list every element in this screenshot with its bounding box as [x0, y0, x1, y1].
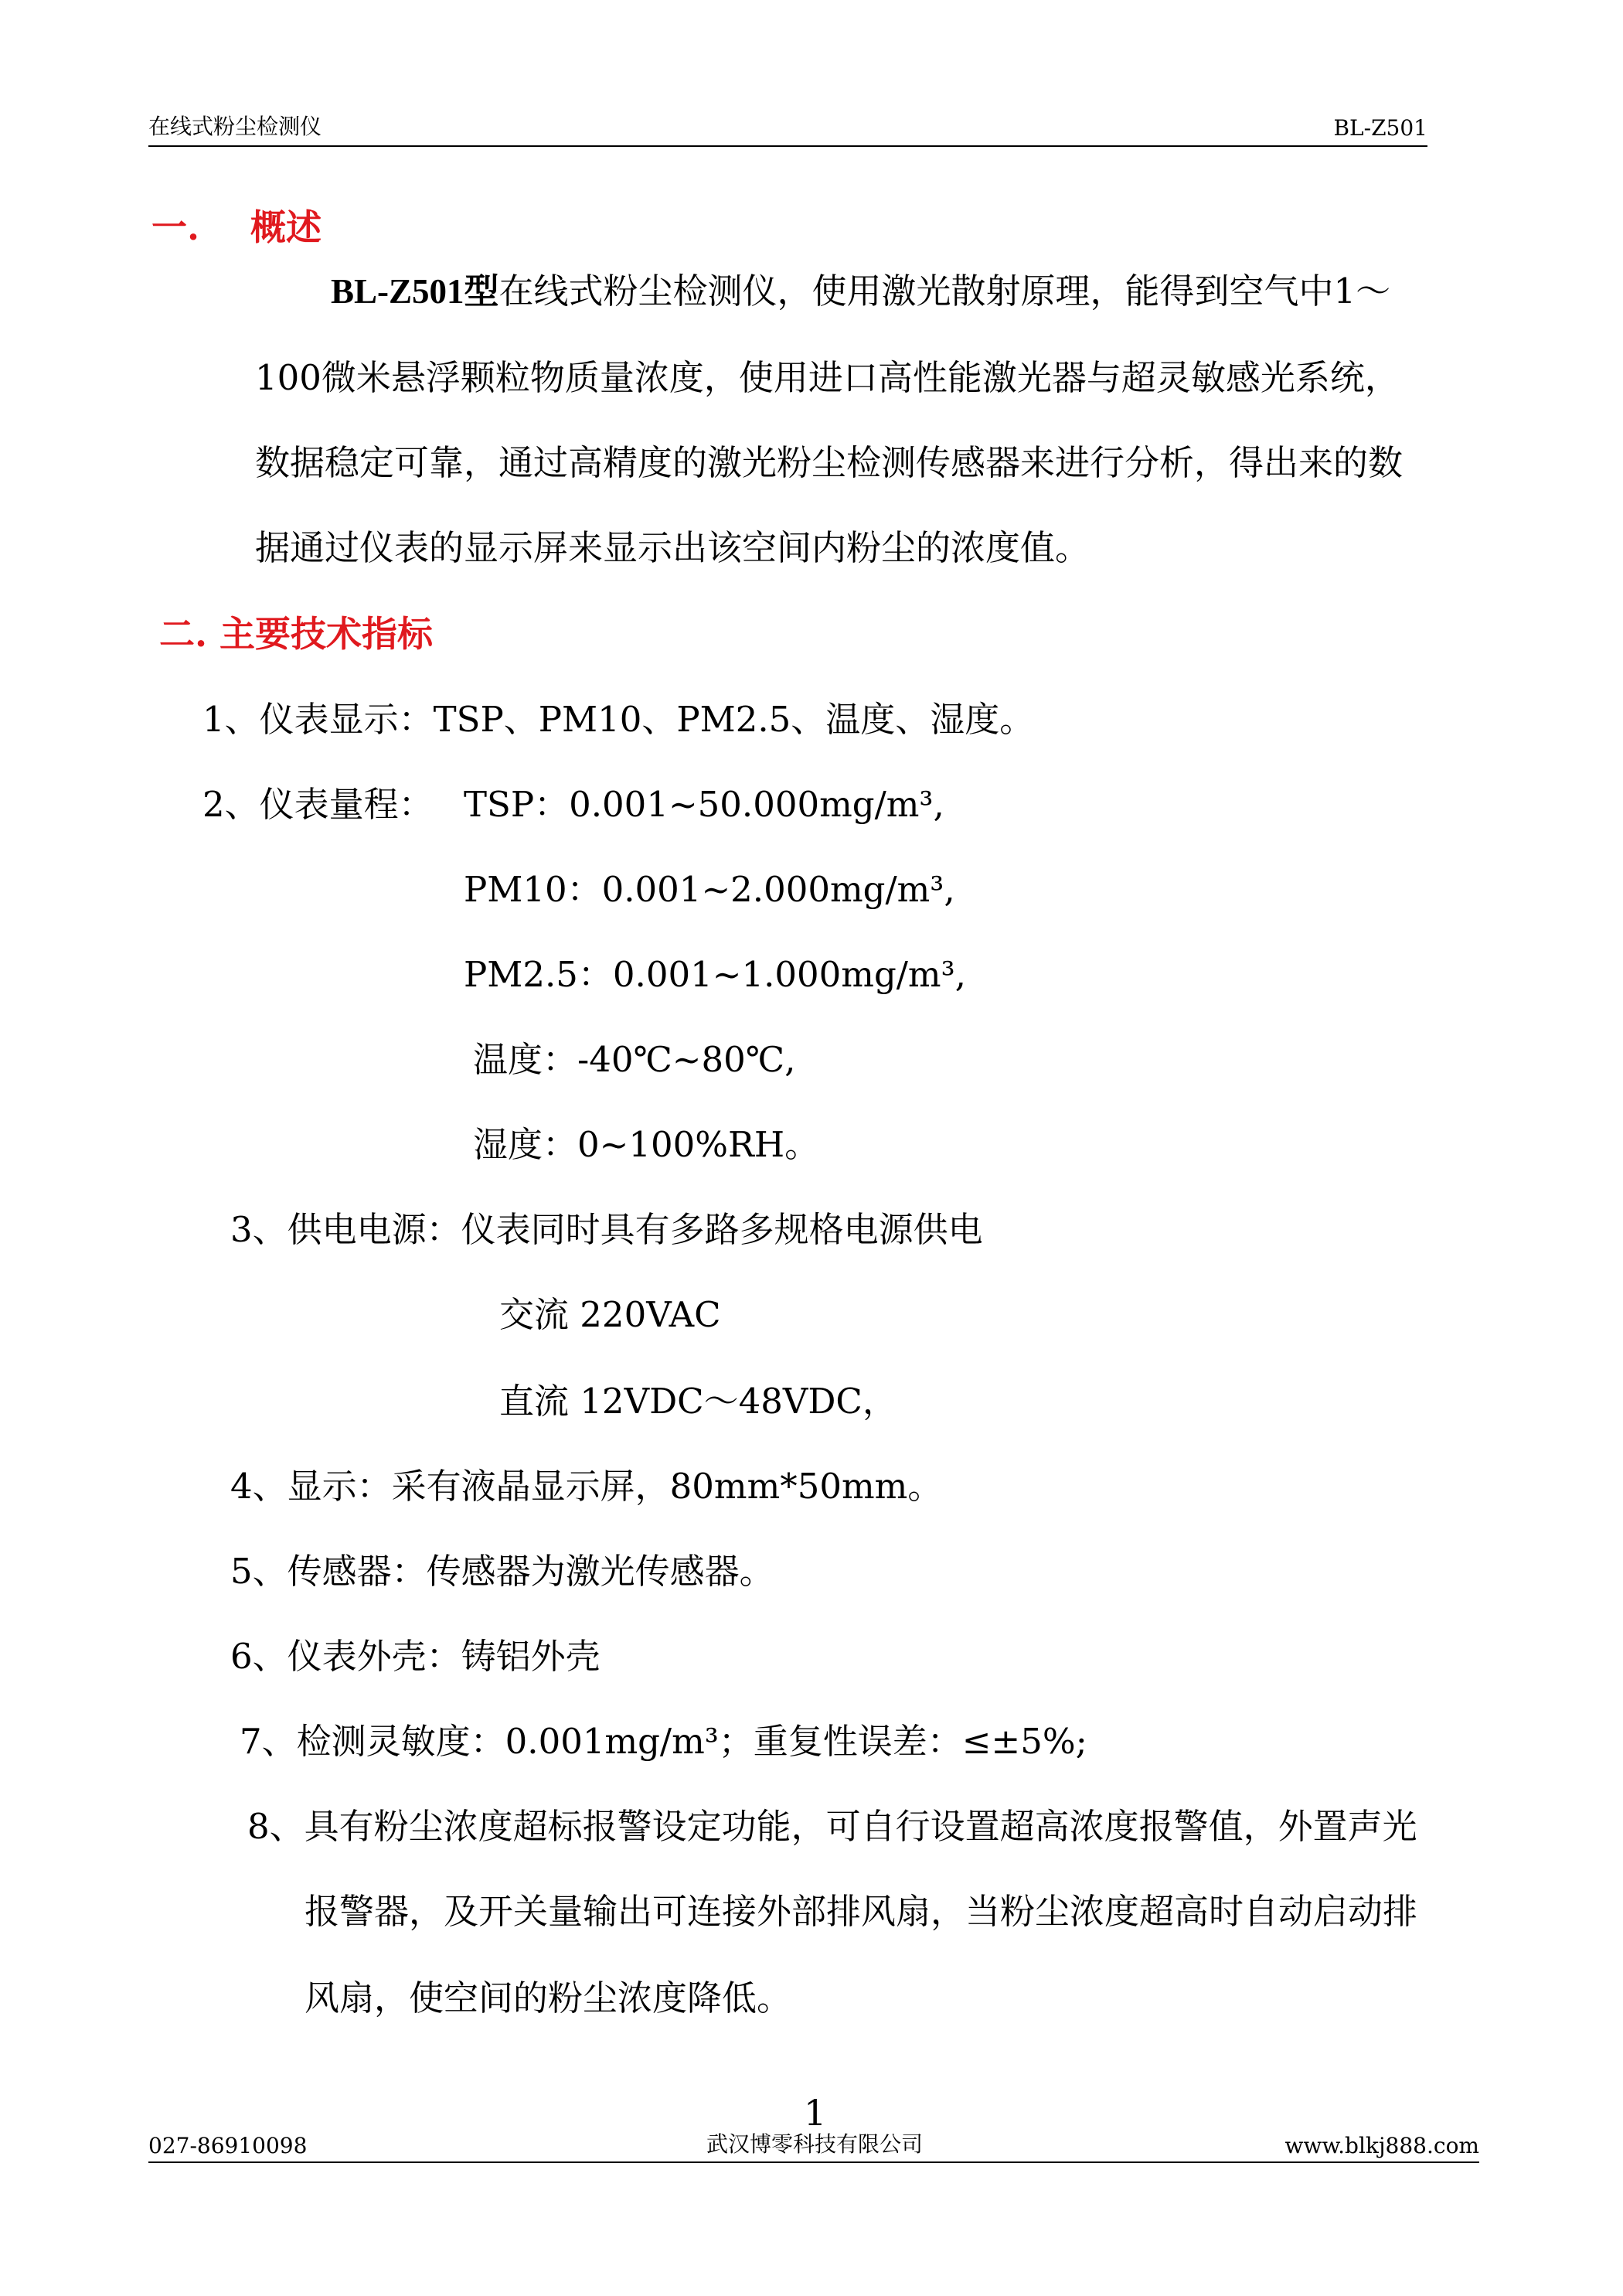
spec-item-8-line-2: 报警器，及开关量输出可连接外部排风扇，当粉尘浓度超高时自动启动排	[305, 1891, 1418, 1932]
spec-item-8-line-3: 风扇，使空间的粉尘浓度降低。	[305, 1977, 792, 2018]
header-title: 在线式粉尘检测仪	[148, 114, 322, 139]
power-ac: 交流 220VAC	[499, 1294, 721, 1335]
range-pm25: PM2.5：0.001~1.000mg/m³,	[464, 954, 966, 995]
page-footer	[148, 2132, 1479, 2163]
section-1-number: 一.	[151, 206, 200, 248]
spec-item-2-label: 2、仪表量程：	[202, 784, 434, 825]
section-1-heading	[151, 199, 322, 250]
spec-item-6: 6、仪表外壳：铸铝外壳	[230, 1636, 601, 1677]
range-tsp: TSP：0.001~50.000mg/m³,	[464, 784, 944, 825]
spec-item-8-line-1: 8、具有粉尘浓度超标报警设定功能，可自行设置超高浓度报警值，外置声光	[247, 1806, 1417, 1847]
overview-line-4: 据通过仪表的显示屏来显示出该空间内粉尘的浓度值。	[255, 527, 1091, 568]
spec-item-1: 1、仪表显示：TSP、PM10、PM2.5、温度、湿度。	[202, 699, 1035, 740]
power-dc: 直流 12VDC～48VDC，	[499, 1381, 897, 1422]
spec-item-7: 7、检测灵敏度：0.001mg/m³；重复性误差：≤±5%;	[240, 1721, 1087, 1762]
range-pm10: PM10：0.001~2.000mg/m³,	[464, 869, 955, 910]
footer-company: 武汉博零科技有限公司	[706, 2131, 924, 2157]
footer-phone: 027-86910098	[148, 2133, 308, 2158]
spec-item-3: 3、供电电源：仪表同时具有多路多规格电源供电	[230, 1209, 983, 1250]
model-name: BL-Z501型	[331, 272, 499, 311]
range-temperature: 温度：-40℃~80℃,	[473, 1039, 796, 1080]
overview-line-1: BL-Z501型在线式粉尘检测仪，使用激光散射原理，能得到空气中1～	[331, 271, 1391, 312]
spec-item-4: 4、显示：采有液晶显示屏，80mm*50mm。	[230, 1466, 943, 1507]
page-number: 1	[804, 2092, 827, 2134]
spec-item-5: 5、传感器：传感器为激光传感器。	[230, 1551, 774, 1592]
footer-website: www.blkj888.com	[1284, 2133, 1479, 2158]
header-model: BL-Z501	[1333, 115, 1427, 141]
range-humidity: 湿度：0~100%RH。	[473, 1124, 820, 1165]
section-2-heading: 二. 主要技术指标	[159, 613, 434, 655]
section-1-title: 概述	[250, 206, 322, 248]
page-header	[148, 114, 1427, 147]
overview-line-2: 100微米悬浮颗粒物质量浓度，使用进口高性能激光器与超灵敏感光系统，	[255, 357, 1400, 398]
overview-line-3: 数据稳定可靠，通过高精度的激光粉尘检测传感器来进行分析，得出来的数	[255, 442, 1404, 483]
